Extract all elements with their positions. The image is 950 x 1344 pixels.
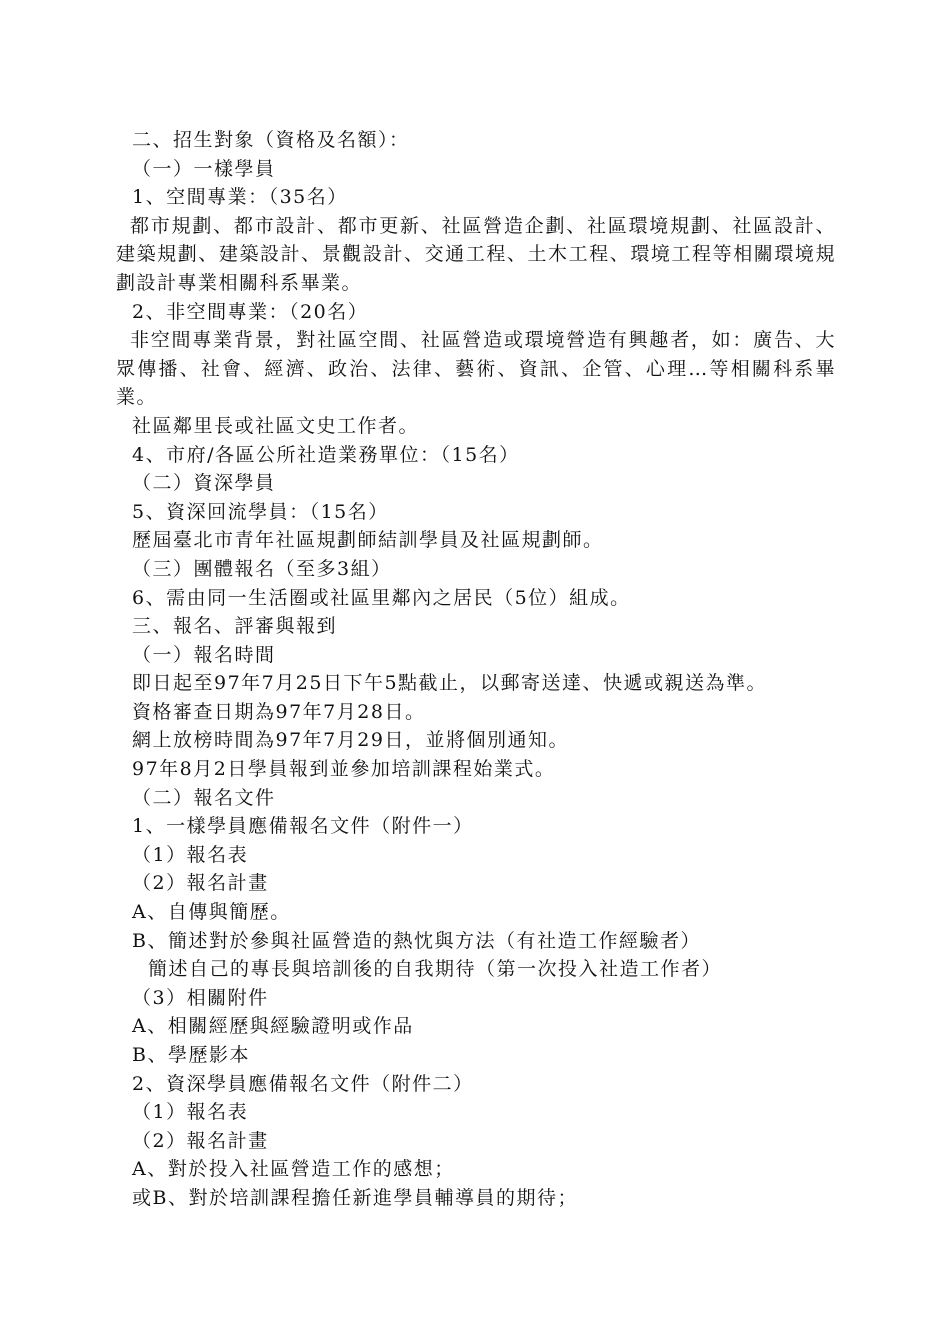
subsection-heading-registration-documents: （二）報名文件 xyxy=(132,786,276,809)
item-mentor-expectation: 或B、對於培訓課程擔任新進學員輔導員的期待； xyxy=(132,1186,578,1209)
item-group-composition: 6、需由同一生活圈或社區里鄰內之居民（5位）組成。 xyxy=(132,586,631,609)
item-orientation-date: 97年8月2日學員報到並參加培訓課程始業式。 xyxy=(132,758,556,781)
subsection-heading-general-students: （一）一樣學員 xyxy=(132,157,276,180)
item-review-date: 資格審查日期為97年7月28日。 xyxy=(132,700,426,723)
section-heading-admission-targets: 二、招生對象（資格及名額）： xyxy=(132,129,410,151)
paragraph-non-spatial-major-fields: 非空間專業背景，對社區空間、社區營造或環境營造有興趣者，如：廣告、大眾傳播、社會、經濟、政治、法律、藝術、資訊、企管、心理…等相關科系畢業。 xyxy=(116,329,836,409)
item-general-student-documents: 1、一樣學員應備報名文件（附件一） xyxy=(132,815,474,838)
item-education-copy: B、學歷影本 xyxy=(132,1044,250,1066)
item-community-leaders: 社區鄰里長或社區文史工作者。 xyxy=(132,414,420,437)
item-related-attachments: （3）相關附件 xyxy=(132,986,269,1009)
item-application-plan-1: （2）報名計畫 xyxy=(132,872,269,895)
item-results-date: 網上放榜時間為97年7月29日，並將個別通知。 xyxy=(132,729,569,752)
item-district-office-units: 4、市府/各區公所社造業務單位：（15名） xyxy=(132,443,520,466)
item-non-spatial-major: 2、非空間專業：（20名） xyxy=(132,300,369,323)
item-senior-returning-students: 5、資深回流學員：（15名） xyxy=(132,500,389,523)
item-spatial-major: 1、空間專業：（35名） xyxy=(132,186,348,209)
subsection-heading-senior-students: （二）資深學員 xyxy=(132,472,276,495)
item-senior-eligibility: 歷屆臺北市青年社區規劃師結訓學員及社區規劃師。 xyxy=(132,529,604,552)
section-heading-registration-review: 三、報名、評審與報到 xyxy=(132,615,338,638)
item-experience-proof: A、相關經歷與經驗證明或作品 xyxy=(132,1015,414,1038)
item-application-form-1: （1）報名表 xyxy=(132,843,249,866)
item-application-form-2: （1）報名表 xyxy=(132,1101,249,1124)
item-registration-deadline: 即日起至97年7月25日下午5點截止，以郵寄送達、快遞或親送為準。 xyxy=(132,672,768,695)
item-autobiography: A、自傳與簡歷。 xyxy=(132,901,291,924)
item-senior-student-documents: 2、資深學員應備報名文件（附件二） xyxy=(132,1072,474,1095)
item-passion-description: B、簡述對於參與社區營造的熱忱與方法（有社造工作經驗者） xyxy=(132,929,701,952)
item-reflection: A、對於投入社區營造工作的感想； xyxy=(132,1158,455,1181)
subsection-heading-group-registration: （三）團體報名（至多3組） xyxy=(132,557,392,580)
item-application-plan-2: （2）報名計畫 xyxy=(132,1129,269,1152)
subsection-heading-registration-time: （一）報名時間 xyxy=(132,643,276,666)
item-self-expectation: 簡述自己的專長與培訓後的自我期待（第一次投入社造工作者） xyxy=(148,958,723,981)
document-body xyxy=(116,126,836,1213)
paragraph-spatial-major-fields: 都市規劃、都市設計、都市更新、社區營造企劃、社區環境規劃、社區設計、建築規劃、建築設計、景觀設計、交通工程、土木工程、環境工程等相關環境規劃設計專業相關科系畢業。 xyxy=(116,214,836,294)
